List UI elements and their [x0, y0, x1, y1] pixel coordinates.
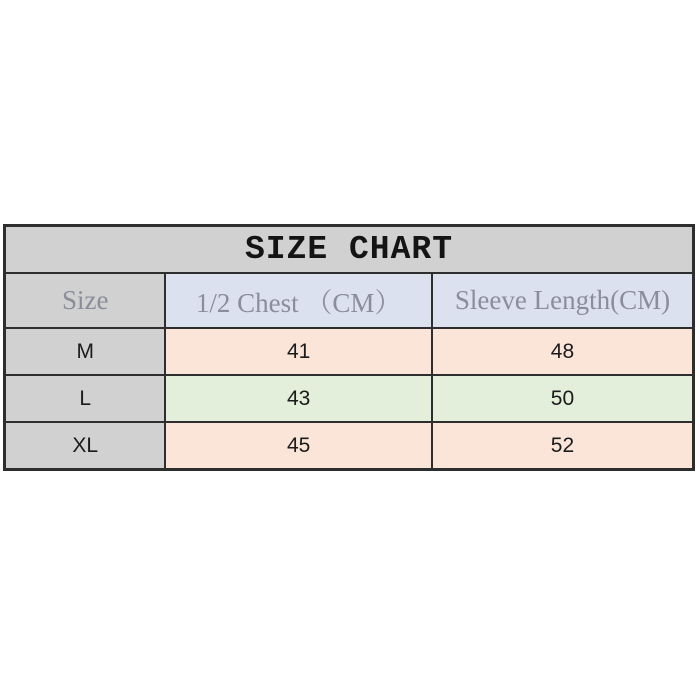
column-header-size: Size	[5, 273, 166, 328]
column-header-chest: 1/2 Chest （CM）	[165, 273, 432, 328]
page-title: SIZE CHART	[5, 226, 694, 274]
size-chart-table	[3, 224, 695, 471]
size-cell: L	[5, 375, 166, 422]
sleeve-cell: 48	[432, 328, 694, 375]
size-cell: XL	[5, 422, 166, 470]
header-row	[5, 273, 694, 328]
column-header-sleeve: Sleeve Length(CM)	[432, 273, 694, 328]
sleeve-cell: 52	[432, 422, 694, 470]
table-row-m	[5, 328, 694, 375]
size-cell: M	[5, 328, 166, 375]
table-row-l	[5, 375, 694, 422]
chest-cell: 43	[165, 375, 432, 422]
chest-cell: 41	[165, 328, 432, 375]
table-row-xl	[5, 422, 694, 470]
chest-cell: 45	[165, 422, 432, 470]
title-row	[5, 226, 694, 274]
sleeve-cell: 50	[432, 375, 694, 422]
